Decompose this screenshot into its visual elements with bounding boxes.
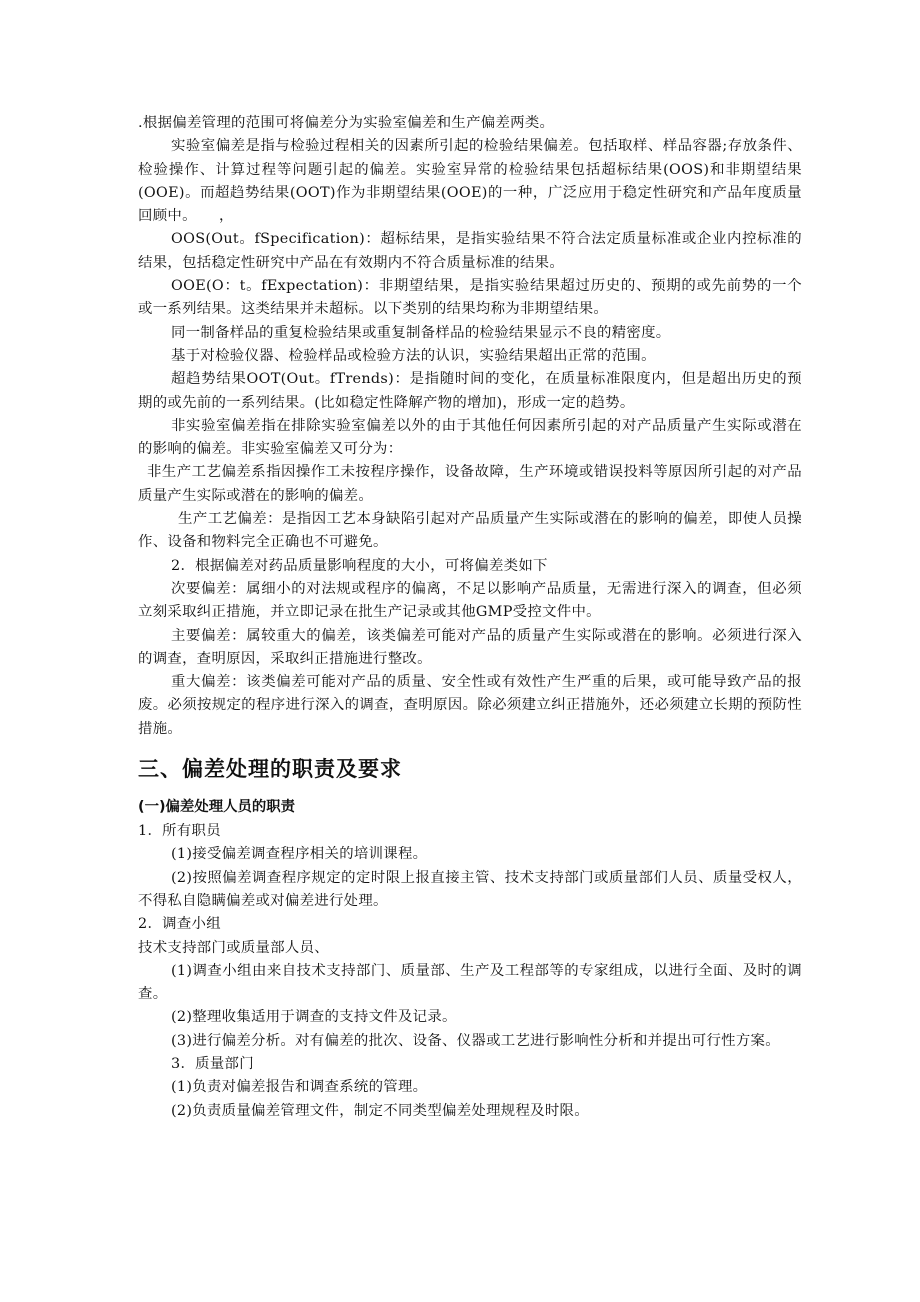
list-item: (1)接受偏差调查程序相关的培训课程。 <box>171 846 428 863</box>
list-item: (1)负责对偏差报告和调查系统的管理。 <box>171 1079 428 1096</box>
list-heading: 2．调查小组 <box>138 916 221 933</box>
paragraph: 超趋势结果OOT(Out。fTrends)：是指随时间的变化，在质量标准限度内，但是超出历史的预期的或先前的一系列结果。(比如稳定性降解产物的增加)，形成一定的趋势。 <box>138 371 802 411</box>
paragraph: .根据偏差管理的范围可将偏差分为实验室偏差和生产偏差两类。 <box>138 115 555 131</box>
list-item: (3)进行偏差分析。对有偏差的批次、设备、仪器或工艺进行影响性分析和并提出可行性方案。 <box>171 1032 780 1049</box>
paragraph: 基于对检验仪器、检验样品或检验方法的认识，实验结果超出正常的范围。 <box>171 347 656 364</box>
list-item: (2)按照偏差调查程序规定的定时限上报直接主管、技术支持部门或质量部们人员、质量受权人，不得私自隐瞒偏差或对偏差进行处理。 <box>138 869 802 909</box>
paragraph: 同一制备样品的重复检验结果或重复制备样品的检验结果显示不良的精密度。 <box>171 324 671 341</box>
section-heading: 三、偏差处理的职责及要求 <box>138 757 402 782</box>
paragraph: 主要偏差：属较重大的偏差，该类偏差可能对产品的质量产生实际或潜在的影响。必须进行深入的调查，查明原因，采取纠正措施进行整改。 <box>138 627 802 667</box>
paragraph: 重大偏差：该类偏差可能对产品的质量、安全性或有效性产生严重的后果，或可能导致产品的报废。必须按规定的程序进行深入的调查，查明原因。除必须建立纠正措施外，还必须建立长期的预防性措施。 <box>138 674 802 737</box>
list-heading: 3．质量部门 <box>171 1055 254 1072</box>
list-item: (1)调查小组由来自技术支持部门、质量部、生产及工程部等的专家组成，以进行全面、及时的调查。 <box>138 962 802 1003</box>
list-item: (2)负责质量偏差管理文件，制定不同类型偏差处理规程及时限。 <box>171 1102 589 1119</box>
paragraph: 生产工艺偏差：是指因工艺本身缺陷引起对产品质量产生实际或潜在的影响的偏差，即使人员操作、设备和物料完全正确也不可避免。 <box>138 511 802 551</box>
paragraph: 技术支持部门或质量部人员、 <box>138 939 329 956</box>
paragraph: 实验室偏差是指与检验过程相关的因素所引起的检验结果偏差。包括取样、样品容器;存放条件、检验操作、计算过程等问题引起的偏差。实验室异常的检验结果包括超标结果(OOS)和非期望结果(OOE)。而超趋势结果(OOT)作为非期望结果(OOE)的一种，广泛应用于稳定性研究和产品年度质量回顾中。 ， <box>138 138 802 225</box>
paragraph: OOS(Out。fSpecification)：超标结果，是指实验结果不符合法定质量标准或企业内控标准的结果，包括稳定性研究中产品在有效期内不符合质量标准的结果。 <box>138 231 802 271</box>
paragraph: 2．根据偏差对药品质量影响程度的大小，可将偏差类如下 <box>171 557 548 574</box>
paragraph: OOE(O：t。fExpectation)：非期望结果，是指实验结果超过历史的、预期的或先前势的一个或一系列结果。这类结果并未超标。以下类别的结果均称为非期望结果。 <box>138 278 802 318</box>
paragraph: 次要偏差：属细小的对法规或程序的偏离，不足以影响产品质量，无需进行深入的调查，但必须立刻采取纠正措施，并立即记录在批生产记录或其他GMP受控文件中。 <box>138 580 802 621</box>
paragraph: 非实验室偏差指在排除实验室偏差以外的由于其他任何因素所引起的对产品质量产生实际或潜在的影响的偏差。非实验室偏差又可分为： <box>138 417 802 458</box>
document-body <box>138 112 802 1123</box>
subsection-heading: (一)偏差处理人员的职责 <box>138 799 296 816</box>
paragraph: 非生产工艺偏差系指因操作工未按程序操作，设备故障，生产环境或错误投料等原因所引起的对产品质量产生实际或潜在的影响的偏差。 <box>138 464 802 504</box>
list-heading: 1．所有职员 <box>138 823 221 840</box>
list-item: (2)整理收集适用于调查的支持文件及记录。 <box>171 1009 457 1026</box>
